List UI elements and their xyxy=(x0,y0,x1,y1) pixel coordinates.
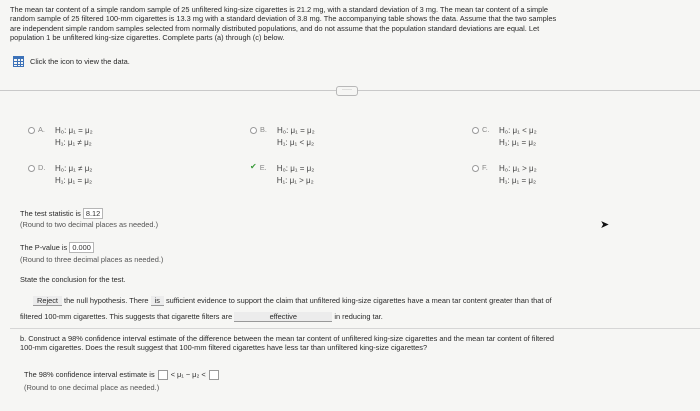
confidence-interval-row xyxy=(24,370,219,380)
part-divider xyxy=(10,328,700,329)
option-c-alt: H₁: μ₁ = μ₂ xyxy=(499,137,537,147)
option-e-alt: H₁: μ₁ > μ₂ xyxy=(276,175,314,185)
radio-option-d[interactable] xyxy=(28,165,35,172)
option-d-alt: H₁: μ₁ = μ₂ xyxy=(55,175,93,185)
part-b-line: b. Construct a 98% confidence interval estimate of the difference between the mean tar content of unfiltered king-size cigarettes and the mean tar content of filtered xyxy=(20,334,554,343)
option-d-letter: D. xyxy=(38,163,46,172)
option-a-alt: H₁: μ₁ ≠ μ₂ xyxy=(55,137,92,147)
problem-line: random sample of 25 filtered 100-mm cigarettes is 13.3 mg with a standard deviation of 3.8 mg. The accompanying table shows the data. Assume that the two samples xyxy=(10,14,557,24)
p-value-note: (Round to three decimal places as needed.) xyxy=(20,255,164,264)
conclusion-text-1: the null hypothesis. There xyxy=(64,296,149,305)
test-statistic-input[interactable]: 8.12 xyxy=(83,208,103,219)
p-value-row xyxy=(20,242,94,253)
data-table-icon[interactable] xyxy=(13,56,24,67)
problem-statement xyxy=(10,5,694,43)
option-b-alt: H₁: μ₁ < μ₂ xyxy=(277,137,315,147)
conclusion-text-3: filtered 100-mm cigarettes. This suggests that cigarette filters are xyxy=(20,312,233,321)
option-b-null: H₀: μ₁ = μ₂ xyxy=(277,126,315,135)
conclusion-text-2: sufficient evidence to support the claim that unfiltered king-size cigarettes have a mean tar content greater than that of xyxy=(165,296,552,305)
option-e-letter: E. xyxy=(259,163,267,172)
checkmark-icon: ✔ xyxy=(250,162,257,171)
option-f-null: H₀: μ₁ > μ₂ xyxy=(499,164,537,173)
ci-label: The 98% confidence interval estimate is xyxy=(24,370,155,380)
radio-option-a[interactable] xyxy=(28,127,35,134)
test-statistic-note: (Round to two decimal places as needed.) xyxy=(20,220,159,229)
option-f[interactable] xyxy=(472,163,537,186)
conclusion-line-2 xyxy=(20,312,383,322)
p-value-input[interactable]: 0.000 xyxy=(69,242,94,253)
evidence-dropdown[interactable]: is xyxy=(151,296,164,306)
ci-middle: < μ₁ − μ₂ < xyxy=(170,370,206,380)
option-a-letter: A. xyxy=(38,125,45,134)
test-statistic-row xyxy=(20,208,103,219)
expand-more-button[interactable]: ····· xyxy=(336,86,358,96)
conclusion-prompt: State the conclusion for the test. xyxy=(20,275,126,284)
mouse-cursor-icon: ➤ xyxy=(600,219,610,231)
view-data-link[interactable] xyxy=(13,56,130,67)
view-data-label[interactable]: Click the icon to view the data. xyxy=(30,56,130,66)
option-d[interactable] xyxy=(28,163,92,186)
decision-dropdown[interactable]: Reject xyxy=(33,296,62,306)
radio-option-b[interactable] xyxy=(250,127,257,134)
radio-option-c[interactable] xyxy=(472,127,479,134)
option-c-letter: C. xyxy=(482,125,490,134)
problem-line: The mean tar content of a simple random sample of 25 unfiltered king-size cigarettes is 21.2 mg, with a standard deviation of 3 mg. The mean tar content of a simple xyxy=(10,5,549,14)
option-b-letter: B. xyxy=(260,125,267,134)
conclusion-line-1 xyxy=(33,296,552,306)
option-d-null: H₀: μ₁ ≠ μ₂ xyxy=(55,164,93,173)
option-c-null: H₀: μ₁ < μ₂ xyxy=(499,126,537,135)
option-e-null: H₀: μ₁ = μ₂ xyxy=(276,164,315,173)
radio-option-f[interactable] xyxy=(472,165,479,172)
part-b-question xyxy=(20,334,696,353)
option-a-null: H₀: μ₁ = μ₂ xyxy=(55,126,93,135)
option-f-alt: H₁: μ₁ = μ₂ xyxy=(499,175,537,185)
option-b[interactable] xyxy=(250,125,315,148)
problem-line: are independent simple random samples selected from normally distributed populations, and do not assume that the population standard deviations are equal. Let xyxy=(10,23,540,33)
conclusion-text-4: in reducing tar. xyxy=(334,312,383,321)
option-a[interactable] xyxy=(28,125,93,148)
test-statistic-label: The test statistic is xyxy=(20,209,81,218)
ci-lower-input[interactable] xyxy=(158,370,168,380)
problem-line: population 1 be unfiltered king-size cigarettes. Complete parts (a) through (c) below. xyxy=(10,33,285,43)
effect-dropdown[interactable]: effective xyxy=(234,312,332,322)
option-e[interactable] xyxy=(250,163,314,186)
option-f-letter: F. xyxy=(482,163,488,172)
ci-note: (Round to one decimal place as needed.) xyxy=(24,383,160,392)
option-c[interactable] xyxy=(472,125,537,148)
ci-upper-input[interactable] xyxy=(209,370,219,380)
part-b-line: 100-mm cigarettes. Does the result suggest that 100-mm filtered cigarettes have less tar than unfiltered king-size cigarettes? xyxy=(20,343,428,353)
p-value-label: The P-value is xyxy=(20,243,68,252)
